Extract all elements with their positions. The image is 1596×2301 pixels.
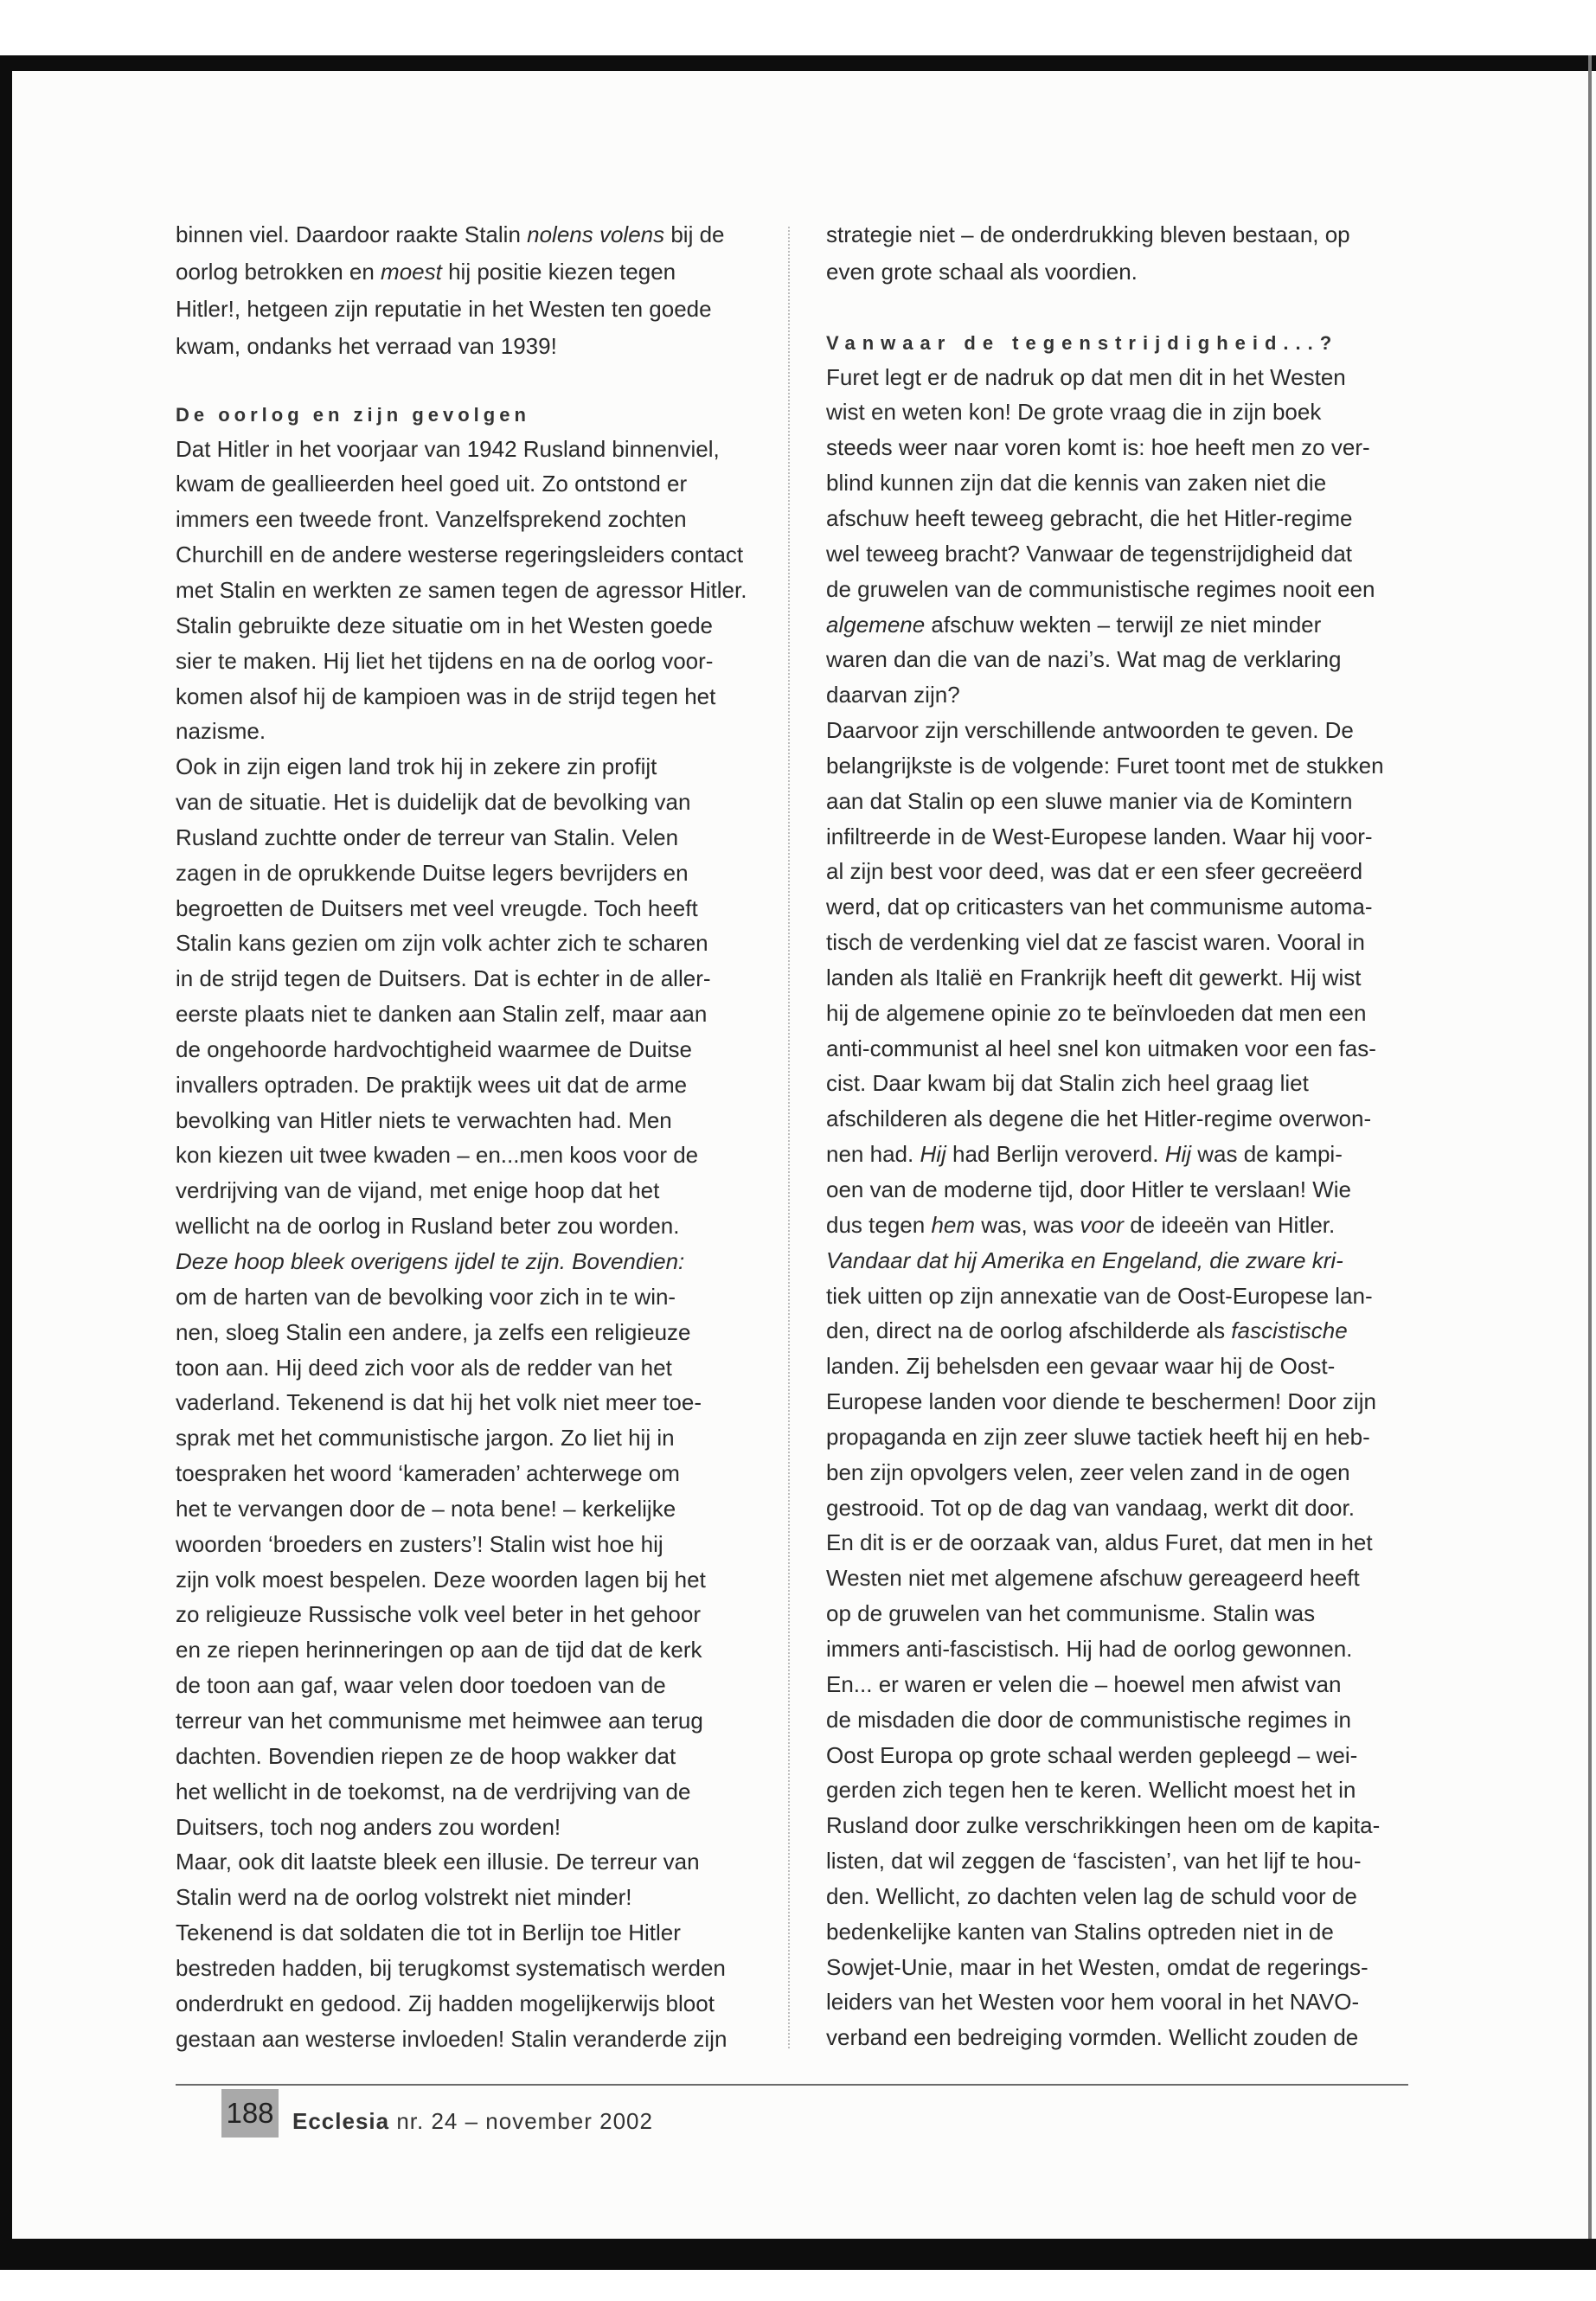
text-line bbox=[826, 430, 1384, 465]
text-segment: bevolking van Hitler niets te verwachten had. Men bbox=[176, 1106, 672, 1133]
text-segment: den. Wellicht, zo dachten velen lag de schuld voor de bbox=[826, 1882, 1357, 1909]
text-line bbox=[176, 644, 747, 679]
text-line bbox=[826, 889, 1384, 925]
text-line bbox=[826, 216, 1350, 253]
text-segment: de ongehoorde hardvochtigheid waarmee de Duitse bbox=[176, 1035, 692, 1062]
text-segment: even grote schaal als voordien. bbox=[826, 259, 1138, 285]
text-segment: vaderland. Tekenend is dat hij het volk niet meer toe- bbox=[176, 1389, 702, 1416]
italic-text: Hij bbox=[1164, 1141, 1192, 1168]
text-line bbox=[826, 607, 1384, 643]
text-line bbox=[826, 1137, 1384, 1172]
scan-border-right bbox=[1588, 55, 1592, 2270]
magazine-name: Ecclesia bbox=[292, 2108, 390, 2134]
scan-border-bottom bbox=[0, 2239, 1596, 2270]
text-segment: anti-communist al heel snel kon uitmaken voor een fas- bbox=[826, 1035, 1376, 1061]
text-segment: woorden ‘broeders en zusters’! Stalin wist hoe hij bbox=[176, 1530, 663, 1557]
text-line bbox=[826, 1279, 1384, 1314]
text-line bbox=[176, 749, 747, 785]
text-segment: Rusland door zulke verschrikkingen heen om de kapita- bbox=[826, 1812, 1381, 1839]
text-line bbox=[826, 536, 1384, 572]
text-line bbox=[176, 1951, 747, 1986]
text-line bbox=[826, 1667, 1384, 1702]
text-segment: Europese landen voor diende te beschermen! Door zijn bbox=[826, 1388, 1376, 1415]
right-column-body bbox=[826, 360, 1384, 2056]
text-line bbox=[176, 1668, 747, 1703]
text-segment: verband een bedreiging vormden. Wellicht zouden de bbox=[826, 2024, 1359, 2051]
text-line bbox=[176, 785, 747, 820]
text-segment: wellicht na de oorlog in Rusland beter zou worden. bbox=[176, 1213, 680, 1240]
text-line bbox=[176, 1597, 747, 1632]
text-line bbox=[176, 679, 747, 715]
text-segment: het te vervangen door de – nota bene! – kerkelijke bbox=[176, 1495, 676, 1522]
text-line bbox=[826, 1420, 1384, 1455]
text-segment: Sowjet-Unie, maar in het Westen, omdat de regerings- bbox=[826, 1953, 1368, 1980]
text-line bbox=[826, 1243, 1384, 1279]
text-segment: de misdaden die door de communistische regimes in bbox=[826, 1706, 1351, 1733]
text-segment: verdrijving van de vijand, met enige hoop dat het bbox=[176, 1177, 660, 1204]
text-line bbox=[826, 1208, 1384, 1243]
text-line bbox=[826, 960, 1384, 996]
text-segment: bedenkelijke kanten van Stalins optreden niet in de bbox=[826, 1918, 1334, 1945]
text-line bbox=[826, 1384, 1384, 1420]
text-segment: Tekenend is dat soldaten die tot in Berlijn toe Hitler bbox=[176, 1920, 681, 1946]
text-segment: tiek uitten op zijn annexatie van de Oost-Europese lan- bbox=[826, 1282, 1373, 1309]
text-segment: Rusland zuchtte onder de terreur van Stalin. Velen bbox=[176, 824, 679, 850]
text-segment: nazisme. bbox=[176, 718, 266, 745]
text-line bbox=[826, 1879, 1384, 1914]
text-segment: nen had. bbox=[826, 1141, 920, 1168]
text-line bbox=[176, 432, 747, 467]
text-segment: toon aan. Hij deed zich voor als de redder van het bbox=[176, 1354, 672, 1381]
text-line bbox=[176, 1244, 747, 1279]
scan-margin-top bbox=[0, 0, 1596, 55]
text-segment: toespraken het woord ‘kameraden’ achterwege om bbox=[176, 1460, 680, 1487]
text-line bbox=[176, 573, 747, 608]
text-line bbox=[826, 1950, 1384, 1985]
text-line bbox=[176, 856, 747, 891]
text-segment: Daarvoor zijn verschillende antwoorden te geven. De bbox=[826, 717, 1354, 744]
text-segment: infiltreerde in de West-Europese landen. Waar hij voor- bbox=[826, 823, 1373, 849]
italic-text: fascistische bbox=[1231, 1317, 1348, 1344]
right-column-intro bbox=[826, 216, 1350, 291]
text-segment: kon kiezen uit twee kwaden – en...men koos voor de bbox=[176, 1142, 699, 1169]
text-line bbox=[826, 1984, 1384, 2020]
text-segment: met Stalin en werkten ze samen tegen de agressor Hitler. bbox=[176, 576, 747, 603]
text-segment: strategie niet – de onderdrukking bleven bestaan, op bbox=[826, 221, 1350, 247]
text-segment: invallers optraden. De praktijk wees uit dat de arme bbox=[176, 1071, 688, 1098]
text-segment: de toon aan gaf, waar velen door toedoen van de bbox=[176, 1672, 666, 1699]
text-line bbox=[176, 1844, 747, 1880]
text-segment: listen, dat wil zeggen de ‘fascisten’, van het lijf te hou- bbox=[826, 1848, 1362, 1875]
text-line bbox=[176, 1915, 747, 1951]
footer-publication bbox=[292, 2104, 653, 2138]
text-line bbox=[176, 820, 747, 856]
text-line bbox=[826, 394, 1384, 430]
text-segment: immers een tweede front. Vanzelfsprekend zochten bbox=[176, 506, 687, 533]
text-line bbox=[826, 1596, 1384, 1631]
text-line bbox=[176, 1527, 747, 1562]
text-segment: binnen viel. Daardoor raakte Stalin bbox=[176, 221, 528, 247]
text-line bbox=[826, 572, 1384, 607]
text-segment: gestaan aan westerse invloeden! Stalin veranderde zijn bbox=[176, 2025, 727, 2052]
text-segment: Dat Hitler in het voorjaar van 1942 Rusland binnenviel, bbox=[176, 435, 720, 462]
text-segment: kwam de geallieerden heel goed uit. Zo ontstond er bbox=[176, 471, 688, 497]
text-segment: En dit is er de oorzaak van, aldus Furet, dat men in het bbox=[826, 1529, 1373, 1556]
text-line bbox=[826, 784, 1384, 819]
text-line bbox=[176, 997, 747, 1032]
text-segment: werd, dat op criticasters van het communisme automa- bbox=[826, 894, 1373, 920]
text-segment: eerste plaats niet te danken aan Stalin zelf, maar aan bbox=[176, 1001, 708, 1028]
text-segment: sprak met het communistische jargon. Zo liet hij in bbox=[176, 1425, 675, 1452]
text-line bbox=[826, 1101, 1384, 1137]
text-segment: belangrijkste is de volgende: Furet toont met de stukken bbox=[826, 752, 1384, 779]
text-segment: Churchill en de andere westerse regeringsleiders contact bbox=[176, 542, 744, 568]
text-segment: Stalin werd na de oorlog volstrekt niet minder! bbox=[176, 1884, 632, 1911]
text-line bbox=[176, 1774, 747, 1810]
text-line bbox=[176, 1420, 747, 1456]
left-column-intro bbox=[176, 216, 725, 365]
text-line bbox=[826, 1349, 1384, 1384]
text-line bbox=[176, 1986, 747, 2022]
text-segment: landen als Italië en Frankrijk heeft dit gewerkt. Hij wist bbox=[826, 964, 1362, 990]
text-segment: hij de algemene opinie zo te beïnvloeden dat men een bbox=[826, 999, 1367, 1026]
italic-text: voor bbox=[1080, 1211, 1124, 1238]
column-separator bbox=[788, 227, 790, 2048]
text-segment: kwam, ondanks het verraad van 1939! bbox=[176, 333, 557, 359]
text-segment: nen, sloeg Stalin een andere, ja zelfs een religieuze bbox=[176, 1318, 691, 1345]
text-line bbox=[176, 1173, 747, 1208]
text-segment: den, direct na de oorlog afschilderde als bbox=[826, 1317, 1232, 1344]
italic-text: algemene bbox=[826, 611, 926, 638]
text-segment: Furet legt er de nadruk op dat men dit in het Westen bbox=[826, 363, 1346, 390]
italic-text: Vandaar dat hij Amerika en Engeland, die zware kri- bbox=[826, 1247, 1343, 1273]
text-line bbox=[826, 748, 1384, 784]
text-segment: cist. Daar kwam bij dat Stalin zich heel graag liet bbox=[826, 1070, 1309, 1097]
text-line bbox=[826, 360, 1384, 395]
text-line bbox=[826, 1455, 1384, 1490]
text-segment: En... er waren er velen die – hoewel men afwist van bbox=[826, 1670, 1342, 1697]
text-segment: onderdrukt en gedood. Zij hadden mogelijkerwijs bloot bbox=[176, 1990, 715, 2016]
text-line bbox=[176, 328, 725, 365]
text-segment: het wellicht in de toekomst, na de verdrijving van de bbox=[176, 1778, 691, 1804]
text-segment: zijn volk moest bespelen. Deze woorden lagen bij het bbox=[176, 1566, 706, 1593]
text-line bbox=[826, 854, 1384, 889]
text-line bbox=[176, 1067, 747, 1103]
text-line bbox=[826, 925, 1384, 960]
text-segment: tisch de verdenking viel dat ze fascist waren. Vooral in bbox=[826, 929, 1365, 956]
text-segment: begroetten de Duitsers met veel vreugde. Toch heeft bbox=[176, 894, 698, 921]
text-segment: gerden zich tegen hen te keren. Wellicht moest het in bbox=[826, 1777, 1356, 1804]
text-segment: de ideeën van Hitler. bbox=[1123, 1211, 1336, 1238]
text-line bbox=[176, 1279, 747, 1315]
text-line bbox=[826, 1066, 1384, 1101]
text-line bbox=[176, 502, 747, 537]
text-line bbox=[826, 1808, 1384, 1843]
text-segment: had Berlijn veroverd. bbox=[945, 1141, 1165, 1168]
text-line bbox=[826, 819, 1384, 855]
text-line bbox=[176, 1350, 747, 1386]
section-heading: Vanwaar de tegenstrijdigheid...? bbox=[826, 332, 1339, 354]
text-line bbox=[176, 2022, 747, 2057]
text-segment: was, was bbox=[975, 1211, 1080, 1238]
text-segment: afschilderen als degene die het Hitler-regime overwon- bbox=[826, 1106, 1372, 1132]
scan-border-left bbox=[0, 55, 12, 2270]
italic-text: hem bbox=[931, 1211, 976, 1238]
text-segment: was de kampi- bbox=[1191, 1141, 1343, 1168]
text-segment: oorlog betrokken en bbox=[176, 259, 381, 285]
text-segment: wel teweeg bracht? Vanwaar de tegenstrijdigheid dat bbox=[826, 540, 1353, 567]
text-segment: Ook in zijn eigen land trok hij in zekere zin profijt bbox=[176, 753, 657, 780]
text-segment: Westen niet met algemene afschuw gereageerd heeft bbox=[826, 1565, 1360, 1592]
text-segment: dus tegen bbox=[826, 1211, 932, 1238]
text-segment: van de situatie. Het is duidelijk dat de bevolking van bbox=[176, 789, 691, 816]
text-line bbox=[176, 1032, 747, 1067]
left-column-body bbox=[176, 432, 747, 2057]
text-line bbox=[826, 996, 1384, 1031]
text-line bbox=[826, 1031, 1384, 1067]
text-line bbox=[176, 1562, 747, 1598]
text-segment: landen. Zij behelsden een gevaar waar hij de Oost- bbox=[826, 1353, 1336, 1380]
text-segment: zagen in de oprukkende Duitse legers bevrijders en bbox=[176, 859, 689, 886]
text-line bbox=[826, 1172, 1384, 1208]
text-segment: ben zijn opvolgers velen, zeer velen zand in de ogen bbox=[826, 1458, 1350, 1485]
issue-info: nr. 24 – november 2002 bbox=[396, 2108, 653, 2134]
text-segment: bij de bbox=[664, 221, 725, 247]
text-segment: Duitsers, toch nog anders zou worden! bbox=[176, 1813, 561, 1840]
text-segment: bestreden hadden, bij terugkomst systematisch werden bbox=[176, 1954, 726, 1981]
text-segment: terreur van het communisme met heimwee aan terug bbox=[176, 1707, 703, 1734]
text-segment: gestrooid. Tot op de dag van vandaag, werkt dit door. bbox=[826, 1494, 1355, 1521]
text-segment: immers anti-fascistisch. Hij had de oorlog gewonnen. bbox=[826, 1635, 1353, 1662]
text-line bbox=[826, 1525, 1384, 1561]
text-segment: propaganda en zijn zeer sluwe tactiek heeft hij en heb- bbox=[826, 1423, 1370, 1450]
text-segment: om de harten van de bevolking voor zich in te win- bbox=[176, 1283, 676, 1310]
text-segment: zo religieuze Russische volk veel beter in het gehoor bbox=[176, 1601, 702, 1628]
text-line bbox=[176, 1703, 747, 1739]
text-line bbox=[826, 253, 1350, 291]
text-segment: op de gruwelen van het communisme. Stalin was bbox=[826, 1600, 1316, 1627]
text-line bbox=[176, 1138, 747, 1173]
text-segment: komen alsof hij de kampioen was in de strijd tegen het bbox=[176, 683, 716, 709]
text-line bbox=[826, 1490, 1384, 1526]
text-line bbox=[826, 1702, 1384, 1738]
text-line bbox=[826, 713, 1384, 748]
text-line bbox=[176, 216, 725, 253]
scan-margin-bottom bbox=[0, 2270, 1596, 2301]
text-line bbox=[826, 1738, 1384, 1773]
text-segment: daarvan zijn? bbox=[826, 682, 960, 708]
text-segment: Hitler!, hetgeen zijn reputatie in het Westen ten goede bbox=[176, 296, 712, 322]
italic-text: Deze hoop bleek overigens ijdel te zijn. Bovendien: bbox=[176, 1248, 685, 1274]
text-line bbox=[176, 608, 747, 644]
text-segment: wist en weten kon! De grote vraag die in zijn boek bbox=[826, 399, 1322, 426]
text-segment: in de strijd tegen de Duitsers. Dat is echter in de aller- bbox=[176, 965, 711, 992]
text-segment: afschuw wekten – terwijl ze niet minder bbox=[925, 611, 1322, 638]
text-segment: steeds weer naar voren komt is: hoe heeft men zo ver- bbox=[826, 434, 1370, 461]
italic-text: nolens volens bbox=[527, 221, 665, 247]
footer-rule bbox=[176, 2084, 1408, 2086]
text-segment: Stalin kans gezien om zijn volk achter zich te scharen bbox=[176, 930, 708, 957]
text-line bbox=[826, 2020, 1384, 2055]
text-line bbox=[176, 1810, 747, 1845]
text-line bbox=[176, 891, 747, 926]
italic-text: Hij bbox=[920, 1141, 946, 1168]
scan-border-top bbox=[0, 55, 1596, 71]
text-line bbox=[826, 677, 1384, 713]
text-line bbox=[176, 1208, 747, 1244]
section-heading: De oorlog en zijn gevolgen bbox=[176, 404, 530, 426]
text-line bbox=[826, 1772, 1384, 1808]
text-segment: Stalin gebruikte deze situatie om in het Westen goede bbox=[176, 612, 714, 638]
text-line bbox=[176, 1315, 747, 1350]
text-line bbox=[176, 1103, 747, 1138]
text-segment: leiders van het Westen voor hem vooral in het NAVO- bbox=[826, 1989, 1360, 2016]
text-segment: hij positie kiezen tegen bbox=[441, 259, 676, 285]
text-line bbox=[176, 1456, 747, 1491]
text-line bbox=[176, 291, 725, 328]
text-segment: de gruwelen van de communistische regimes nooit een bbox=[826, 575, 1375, 602]
text-line bbox=[176, 1385, 747, 1420]
text-line bbox=[176, 1491, 747, 1527]
text-line bbox=[176, 1880, 747, 1915]
text-segment: afschuw heeft teweeg gebracht, die het Hitler-regime bbox=[826, 504, 1353, 531]
text-line bbox=[176, 1632, 747, 1668]
text-line bbox=[176, 926, 747, 961]
text-line bbox=[826, 642, 1384, 677]
text-line bbox=[826, 1631, 1384, 1667]
text-segment: aan dat Stalin op een sluwe manier via de Komintern bbox=[826, 787, 1353, 814]
text-segment: oen van de moderne tijd, door Hitler te verslaan! Wie bbox=[826, 1176, 1351, 1202]
page-number: 188 bbox=[221, 2089, 279, 2138]
text-segment: dachten. Bovendien riepen ze de hoop wakker dat bbox=[176, 1742, 676, 1769]
text-line bbox=[826, 1313, 1384, 1349]
text-segment: Maar, ook dit laatste bleek een illusie. De terreur van bbox=[176, 1849, 700, 1875]
text-segment: sier te maken. Hij liet het tijdens en na de oorlog voor- bbox=[176, 647, 714, 674]
text-line bbox=[176, 253, 725, 291]
text-line bbox=[826, 1843, 1384, 1879]
text-segment: Oost Europa op grote schaal werden gepleegd – wei- bbox=[826, 1741, 1358, 1768]
text-segment: blind kunnen zijn dat die kennis van zaken niet die bbox=[826, 470, 1327, 497]
text-line bbox=[826, 1561, 1384, 1596]
text-line bbox=[826, 1914, 1384, 1950]
text-line bbox=[176, 961, 747, 997]
text-line bbox=[176, 466, 747, 502]
text-segment: al zijn best voor deed, was dat er een sfeer gecreëerd bbox=[826, 858, 1363, 885]
text-line bbox=[826, 501, 1384, 536]
text-line bbox=[176, 1739, 747, 1774]
italic-text: moest bbox=[381, 259, 442, 285]
text-line bbox=[176, 537, 747, 573]
text-line bbox=[826, 465, 1384, 501]
text-line bbox=[176, 714, 747, 749]
text-segment: en ze riepen herinneringen op aan de tijd dat de kerk bbox=[176, 1637, 702, 1663]
text-segment: waren dan die van de nazi’s. Wat mag de verklaring bbox=[826, 646, 1342, 673]
